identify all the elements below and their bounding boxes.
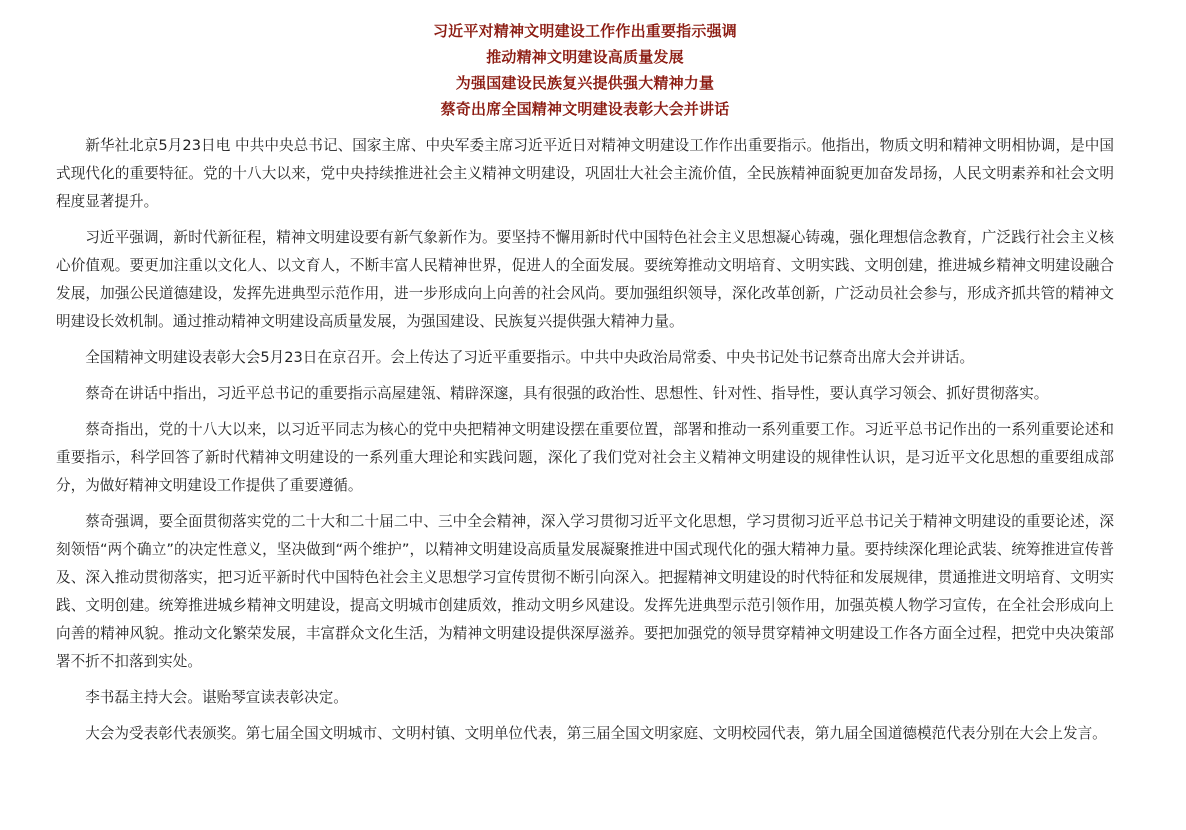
headline-line-1: 习近平对精神文明建设工作作出重要指示强调 [432,22,737,40]
paragraph-cai-qi-points: 蔡奇指出，党的十八大以来，以习近平同志为核心的党中央把精神文明建设摆在重要位置，部署和推动一系列重要工作。习近平总书记作出的一系列重要论述和重要指示，科学回答了新时代精神文明建设的一系列重大理论和实践问题，深化了我们党对社会主义精神文明建设的规律性认识，是习近平文化思想的重要组成部分，为做好精神文明建设工作提供了重要遵循。 [56,421,1114,494]
article-headline [56,18,1114,122]
paragraph-cai-qi-emphasis: 蔡奇强调，要全面贯彻落实党的二十大和二十届二中、三中全会精神，深入学习贯彻习近平文化思想，学习贯彻习近平总书记关于精神文明建设的重要论述，深刻领悟“两个确立”的决定性意义，坚决做到“两个维护”，以精神文明建设高质量发展凝聚推进中国式现代化的强大精神力量。要持续深化理论武装、统筹推进宣传普及、深入推动贯彻落实，把习近平新时代中国特色社会主义思想学习宣传贯彻不断引向深入。把握精神文明建设的时代特征和发展规律，贯通推进文明培育、文明实践、文明创建。统筹推进城乡精神文明建设，提高文明城市创建质效，推动文明乡风建设。发挥先进典型示范引领作用，加强英模人物学习宣传，在全社会形成向上向善的精神风貌。推动文化繁荣发展，丰富群众文化生活，为精神文明建设提供深厚滋养。要把加强党的领导贯穿精神文明建设工作各方面全过程，把党中央决策部署不折不扣落到实处。 [56,513,1114,670]
headline-line-2: 推动精神文明建设高质量发展 [486,48,684,66]
paragraph-cai-qi-speech: 蔡奇在讲话中指出，习近平总书记的重要指示高屋建瓴、精辟深邃，具有很强的政治性、思想性、针对性、指导性，要认真学习领会、抓好贯彻落实。 [85,385,1049,402]
paragraph-xi-emphasis: 习近平强调，新时代新征程，精神文明建设要有新气象新作为。要坚持不懈用新时代中国特色社会主义思想凝心铸魂，强化理想信念教育，广泛践行社会主义核心价值观。要更加注重以文化人、以文育人，不断丰富人民精神世界，促进人的全面发展。要统筹推动文明培育、文明实践、文明创建，推进城乡精神文明建设融合发展，加强公民道德建设，发挥先进典型示范作用，进一步形成向上向善的社会风尚。要加强组织领导，深化改革创新，广泛动员社会参与，形成齐抓共管的精神文明建设长效机制。通过推动精神文明建设高质量发展，为强国建设、民族复兴提供强大精神力量。 [56,229,1114,330]
paragraph-dateline: 新华社北京5月23日电 中共中央总书记、国家主席、中央军委主席习近平近日对精神文明建设工作作出重要指示。他指出，物质文明和精神文明相协调，是中国式现代化的重要特征。党的十八大以来，党中央持续推进社会主义精神文明建设，巩固壮大社会主流价值，全民族精神面貌更加奋发昂扬，人民文明素养和社会文明程度显著提升。 [56,137,1114,210]
paragraph-conference: 全国精神文明建设表彰大会5月23日在京召开。会上传达了习近平重要指示。中共中央政治局常委、中央书记处书记蔡奇出席大会并讲话。 [85,349,975,366]
headline-line-4: 蔡奇出席全国精神文明建设表彰大会并讲话 [440,100,730,118]
article-body [56,132,1114,748]
headline-line-3: 为强国建设民族复兴提供强大精神力量 [455,74,715,92]
paragraph-awards: 大会为受表彰代表颁奖。第七届全国文明城市、文明村镇、文明单位代表，第三届全国文明家庭、文明校园代表，第九届全国道德模范代表分别在大会上发言。 [85,725,1107,742]
news-article [56,18,1114,756]
paragraph-host: 李书磊主持大会。谌贻琴宣读表彰决定。 [85,689,348,706]
